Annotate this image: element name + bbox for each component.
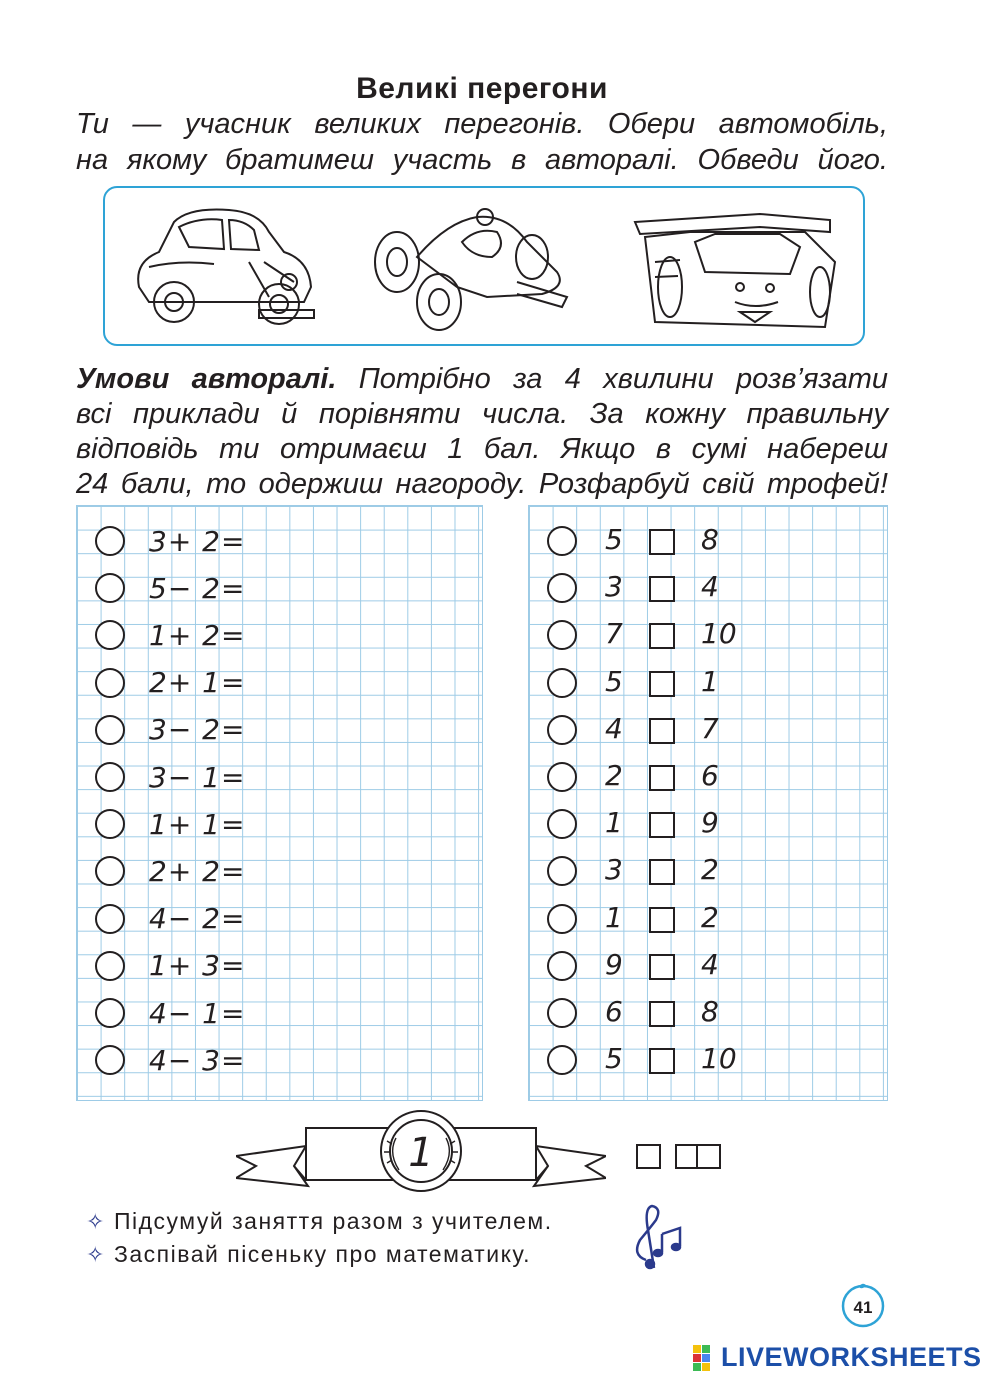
example-expression: 3− 2= [149, 713, 246, 747]
answer-circle[interactable] [95, 762, 125, 792]
rules-line-3: відповідь ти отримаєш 1 бал. Якщо в сумі набереш [76, 433, 888, 465]
answer-circle[interactable] [95, 856, 125, 886]
compare-right-number: 8 [701, 523, 719, 556]
answer-circle[interactable] [547, 573, 577, 603]
example-row [95, 757, 245, 797]
compare-left-number: 5 [605, 664, 623, 698]
answer-circle[interactable] [95, 668, 125, 698]
brand-name: LIVEWORKSHEETS [721, 1342, 982, 1372]
compare-left-number: 2 [605, 759, 623, 792]
answer-circle[interactable] [547, 762, 577, 792]
compare-right-number: 6 [701, 759, 719, 792]
rules-line-4: 24 бали, то одержиш нагороду. Розфарбуй свій трофей! [76, 468, 888, 500]
answer-circle[interactable] [547, 1045, 577, 1075]
answer-circle[interactable] [547, 620, 577, 650]
compare-left-number: 6 [605, 995, 623, 1028]
cars-panel [103, 186, 865, 346]
compare-right-number: 2 [701, 900, 719, 934]
rules-line-1: Потрібно за 4 хвилини розв’язати [336, 363, 889, 395]
compare-left-number: 3 [605, 853, 623, 887]
medal-ribbon-icon [236, 1108, 606, 1194]
answer-circle[interactable] [95, 998, 125, 1028]
comparison-sign-box[interactable] [649, 576, 675, 602]
example-row [95, 1040, 245, 1080]
retro-car-icon[interactable] [119, 202, 319, 332]
answer-circle[interactable] [547, 715, 577, 745]
answer-circle[interactable] [95, 715, 125, 745]
comparison-sign-box[interactable] [649, 671, 675, 697]
answer-circle[interactable] [547, 998, 577, 1028]
comparison-sign-box[interactable] [649, 529, 675, 555]
answer-circle[interactable] [95, 573, 125, 603]
example-expression: 2+ 1= [149, 666, 246, 700]
intro-line-1: Ти — учасник великих перегонів. Обери автомобіль, [76, 108, 888, 140]
score-box-units-2[interactable] [696, 1144, 721, 1169]
page-number: 41 [853, 1298, 873, 1317]
music-notes-icon [628, 1200, 688, 1272]
comparisons-grid [528, 505, 888, 1101]
page-title: Великі перегони [356, 72, 608, 105]
example-expression: 4− 3= [149, 1043, 246, 1077]
list-item [86, 1238, 553, 1271]
compare-right-number: 1 [701, 664, 719, 698]
answer-circle[interactable] [95, 526, 125, 556]
answer-circle[interactable] [547, 951, 577, 981]
comparison-sign-box[interactable] [649, 765, 675, 791]
rules-text [76, 362, 888, 502]
formula-car-icon[interactable] [367, 202, 577, 332]
comparison-sign-box[interactable] [649, 1001, 675, 1027]
compare-left-number: 3 [605, 570, 623, 604]
comparison-sign-box[interactable] [649, 859, 675, 885]
answer-circle[interactable] [95, 951, 125, 981]
example-expression: 3− 1= [149, 760, 246, 794]
brand-footer[interactable] [693, 1342, 982, 1373]
compare-right-number: 10 [701, 617, 737, 651]
sparkle-icon: ✧ [86, 1242, 106, 1267]
medal-place: 1 [408, 1130, 434, 1176]
example-expression: 1+ 1= [149, 807, 246, 841]
example-row [95, 851, 245, 891]
list-item [86, 1205, 553, 1238]
compare-left-number: 7 [605, 617, 623, 651]
rules-heading: Умови авторалі. [76, 363, 337, 395]
example-row [95, 663, 245, 703]
summary-list [86, 1205, 553, 1271]
compare-right-number: 8 [701, 995, 719, 1028]
intro-line-2: на якому братимеш участь в авторалі. Обведи його. [76, 144, 888, 176]
sports-car-icon[interactable] [630, 202, 845, 334]
intro-text [76, 106, 888, 178]
score-box-tens[interactable] [636, 1144, 661, 1169]
comparison-sign-box[interactable] [649, 718, 675, 744]
example-row [95, 946, 245, 986]
bullet-text-1: Підсумуй заняття разом з учителем. [114, 1208, 553, 1234]
compare-right-number: 7 [701, 711, 719, 745]
compare-right-number: 4 [701, 570, 719, 604]
rules-line-2: всі приклади й порівняти числа. За кожну правильну [76, 398, 888, 430]
example-expression: 5− 2= [149, 571, 246, 605]
example-expression: 4− 2= [149, 902, 246, 936]
comparison-sign-box[interactable] [649, 1048, 675, 1074]
comparison-sign-box[interactable] [649, 812, 675, 838]
page-number-badge [840, 1282, 886, 1328]
example-expression: 1+ 3= [149, 949, 246, 983]
answer-circle[interactable] [547, 904, 577, 934]
answer-circle[interactable] [95, 904, 125, 934]
examples-grid [76, 505, 483, 1101]
example-row [95, 615, 245, 655]
example-row [95, 521, 245, 561]
compare-left-number: 9 [605, 947, 623, 981]
example-expression: 3+ 2= [149, 524, 246, 558]
example-row [95, 993, 245, 1033]
example-row [95, 804, 245, 844]
compare-right-number: 9 [701, 806, 719, 840]
example-row [95, 899, 245, 939]
bullet-text-2: Заспівай пісеньку про математику. [114, 1241, 531, 1267]
compare-right-number: 2 [701, 853, 719, 887]
compare-right-number: 4 [701, 947, 719, 981]
example-row [95, 710, 245, 750]
comparison-sign-box[interactable] [649, 623, 675, 649]
answer-circle[interactable] [547, 856, 577, 886]
example-expression: 2+ 2= [149, 854, 246, 888]
example-expression: 1+ 2= [149, 618, 246, 652]
compare-left-number: 5 [605, 523, 623, 556]
compare-right-number: 10 [701, 1042, 737, 1076]
comparison-sign-box[interactable] [649, 954, 675, 980]
answer-circle[interactable] [547, 809, 577, 839]
liveworksheets-logo-icon [693, 1345, 721, 1371]
answer-circle[interactable] [95, 809, 125, 839]
example-expression: 4− 1= [149, 996, 246, 1030]
comparison-sign-box[interactable] [649, 907, 675, 933]
sparkle-icon: ✧ [86, 1209, 106, 1234]
compare-left-number: 4 [605, 711, 623, 745]
answer-circle[interactable] [547, 668, 577, 698]
compare-left-number: 1 [605, 900, 623, 934]
answer-circle[interactable] [547, 526, 577, 556]
example-row [95, 568, 245, 608]
compare-left-number: 5 [605, 1042, 623, 1076]
answer-circle[interactable] [95, 1045, 125, 1075]
compare-left-number: 1 [605, 806, 623, 840]
answer-circle[interactable] [95, 620, 125, 650]
